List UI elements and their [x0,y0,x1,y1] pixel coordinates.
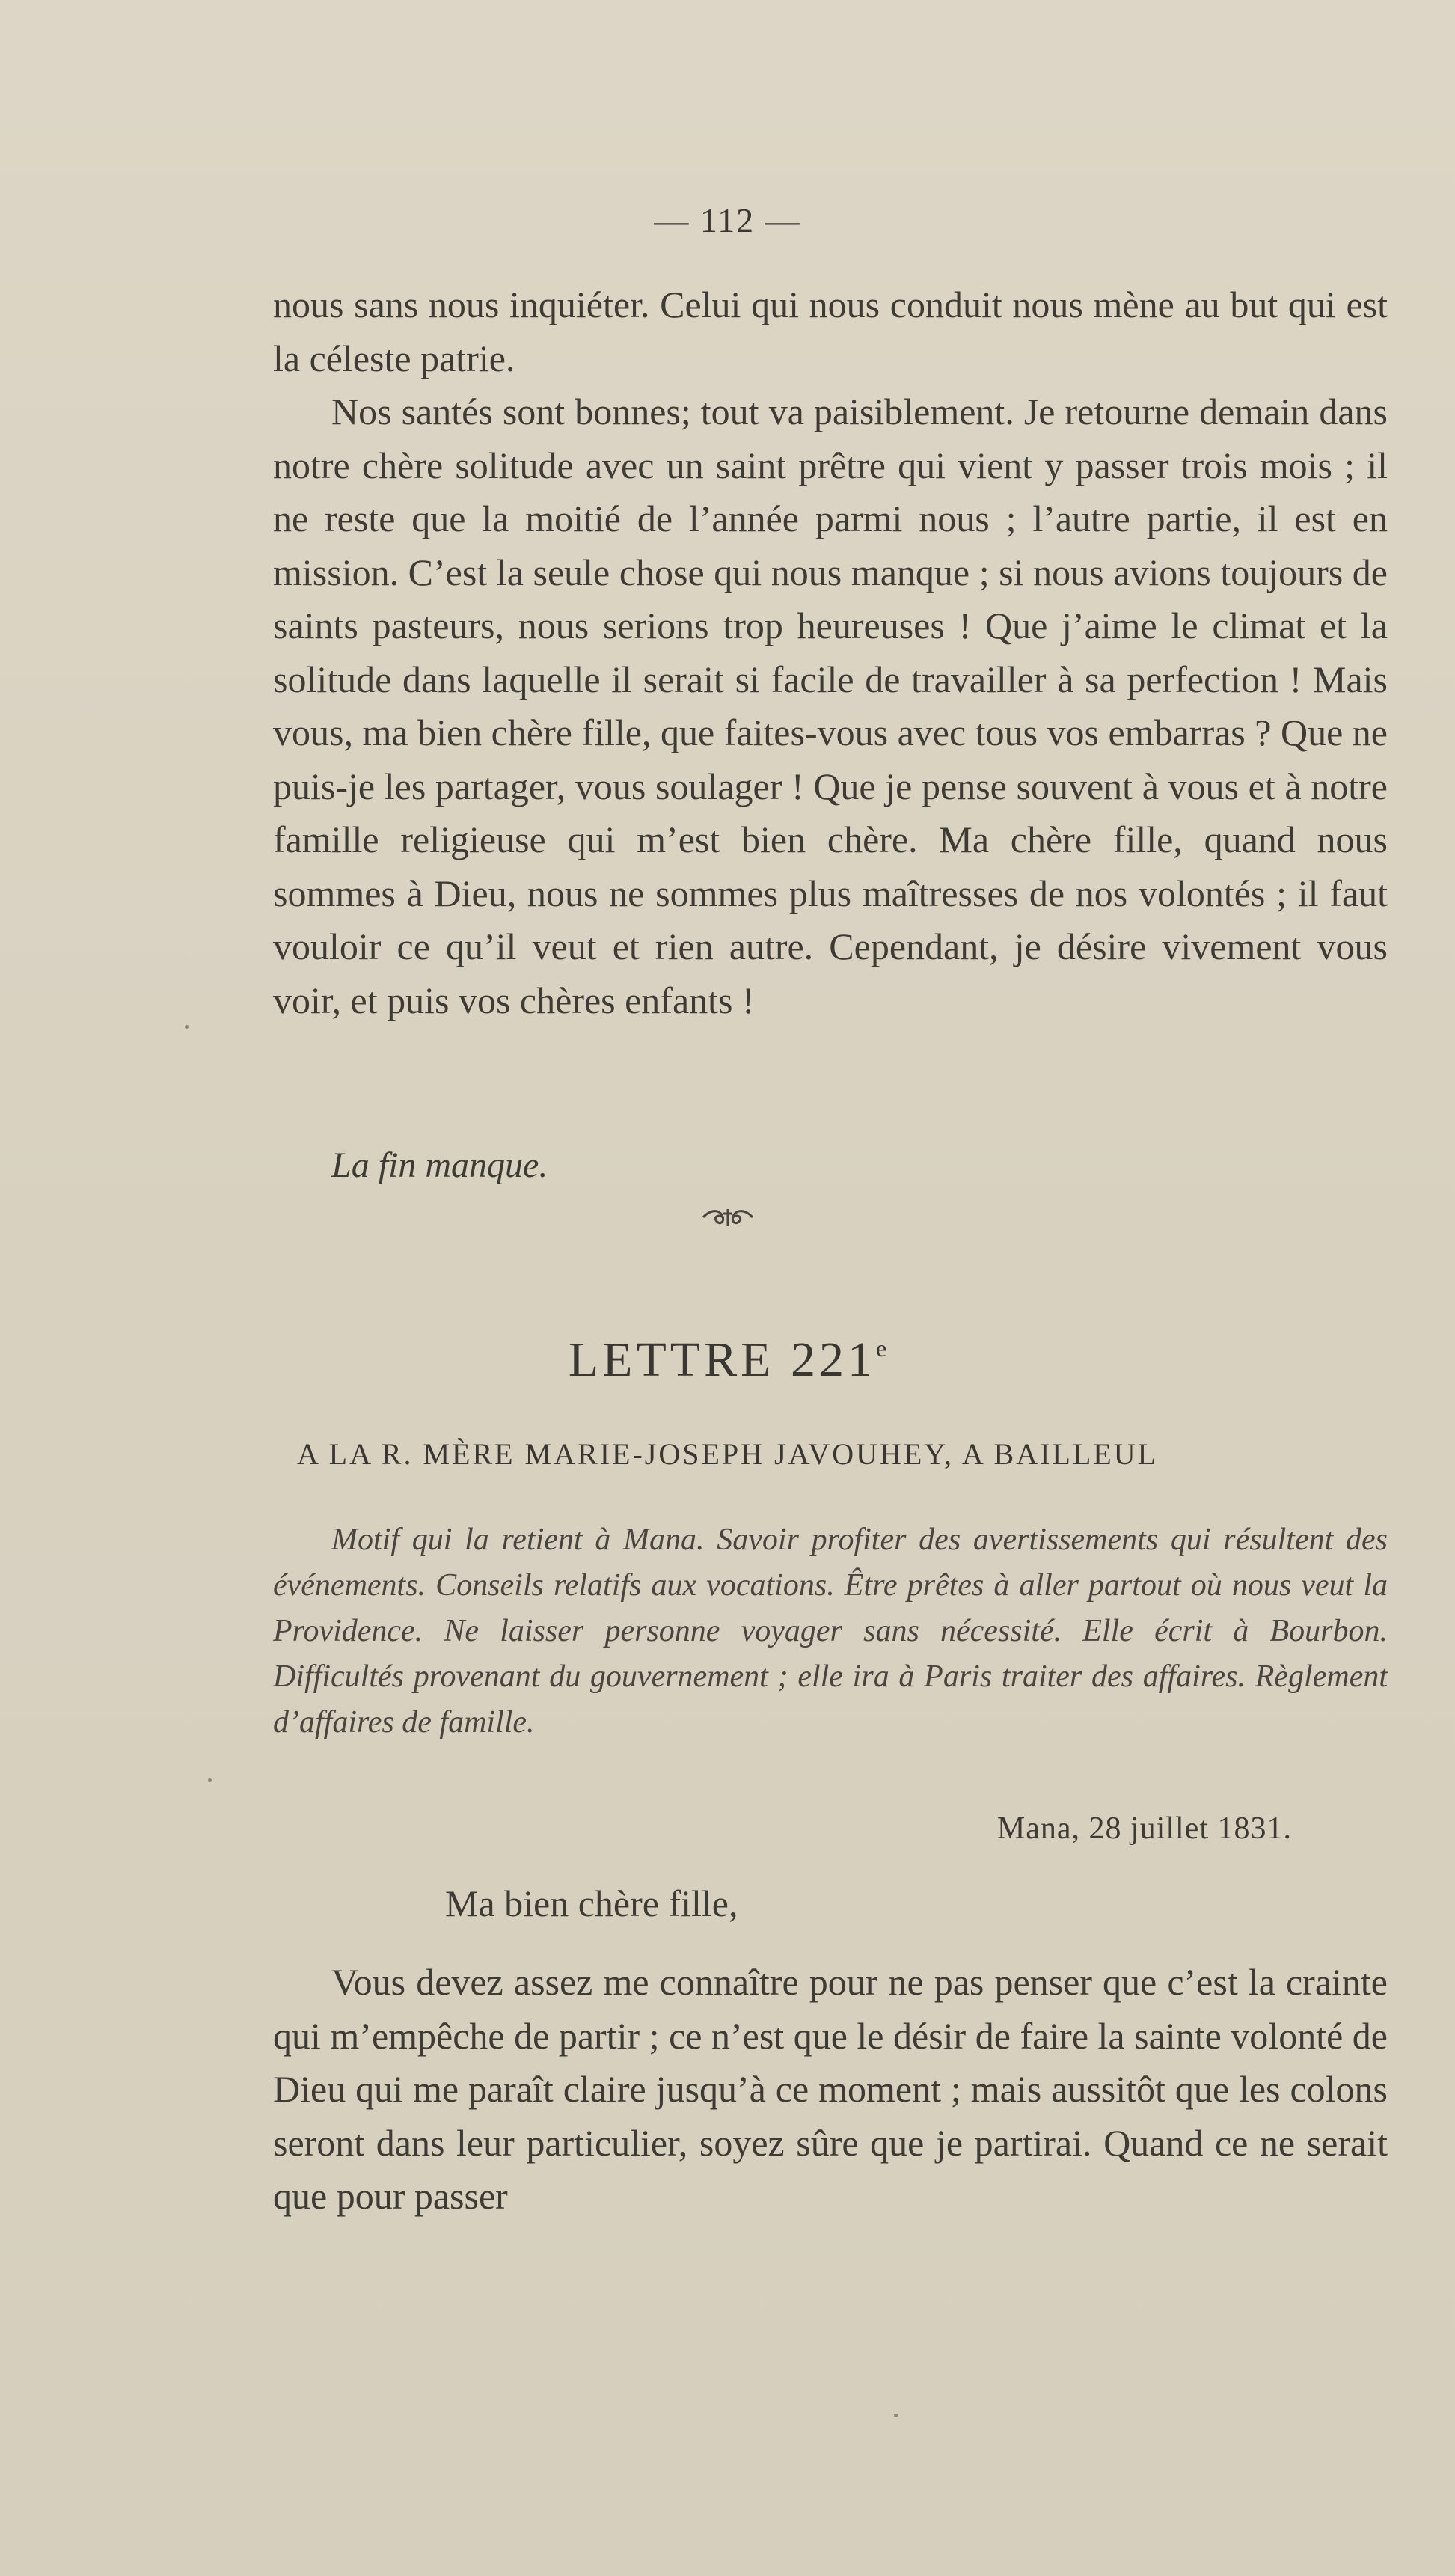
fleuron-icon [0,1206,1455,1232]
page-number: — 112 — [654,201,801,239]
letter-addressee: A LA R. MÈRE MARIE-JOSEPH JAVOUHEY, A BAILLEUL [296,1437,1159,1471]
margin-speck [208,1778,212,1782]
letter-body [273,1956,1388,2224]
margin-speck [894,2414,898,2417]
letter-title-ordinal: e [875,1335,887,1362]
paragraph-body: Nos santés sont bonnes; tout va paisiblement. Je retourne demain dans notre chère solitude avec un saint prêtre qui vient y passer trois mois ; il ne reste que la moitié de l’année parmi nous ; l’autre partie, il est en mission. C’est la seule chose qui nous manque ; si nous avions toujours de saints pasteurs, nous serions trop heureuses ! Que j’aime le climat et la solitude dans laquelle il serait si facile de travailler à sa perfection ! Mais vous, ma bien chère fille, que faites-vous avec tous vos embarras ? Que ne puis-je les partager, vous soulager ! Que je pense souvent à vous et à notre famille religieuse qui m’est bien chère. Ma chère fille, quand nous sommes à Dieu, nous ne sommes plus maîtresses de nos volontés ; il faut vouloir ce qu’il veut et rien autre. Cependant, je désire vivement vous voir, et puis vos chères enfants ! [273,391,1388,1021]
letter-title [0,1332,1455,1389]
margin-speck [185,1025,189,1029]
letter-title-text: LETTRE 221 [568,1333,876,1387]
body-paragraph: Vous devez assez me connaître pour ne pas penser que c’est la crainte qui m’empêche de partir ; ce n’est que le désir de faire la sainte volonté de Dieu qui me paraît claire jusqu’à ce moment ; mais aussitôt que les colons seront dans leur particulier, soyez sûre que je partirai. Quand ce ne serait que pour passer [273,1961,1388,2217]
paragraph-continuation: nous sans nous inquiéter. Celui qui nous conduit nous mène au but qui est la céleste patrie. [273,284,1388,379]
letter-summary [273,1517,1388,1746]
closing-note: La fin manque. [331,1145,548,1185]
summary-text: Motif qui la retient à Mana. Savoir profiter des avertissements qui résultent des événements. Conseils relatifs aux vocations. Être prêtes à aller partout où nous veut la Providence. Ne laisser personne voyager sans nécessité. Elle écrit à Bourbon. Difficultés provenant du gouvernement ; elle ira à Paris traiter des affaires. Règlement d’affaires de famille. [273,1523,1388,1740]
letter-salutation: Ma bien chère fille, [445,1882,738,1924]
previous-letter-text [273,278,1388,1027]
letter-dateline: Mana, 28 juillet 1831. [996,1811,1292,1846]
